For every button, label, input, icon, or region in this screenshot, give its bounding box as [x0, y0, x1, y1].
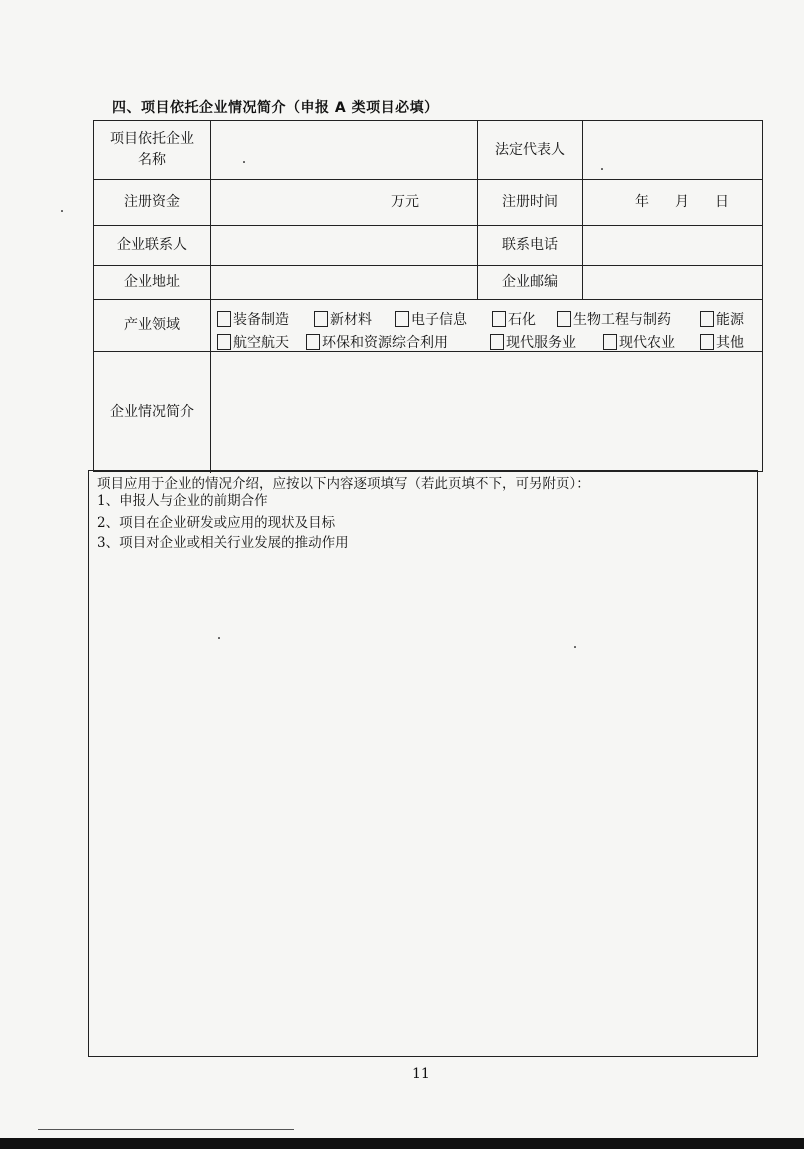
reg-time-label: 注册时间	[502, 194, 558, 210]
checkbox-icon	[217, 334, 231, 350]
checkbox-icon	[306, 334, 320, 350]
contact-field[interactable]	[211, 226, 477, 265]
reg-time-field[interactable]	[583, 180, 762, 225]
intro-field[interactable]	[211, 352, 762, 473]
enterprise-info-table	[93, 120, 763, 472]
option-other[interactable]: 其他	[700, 332, 744, 352]
checkbox-icon	[700, 311, 714, 327]
checkbox-icon	[395, 311, 409, 327]
checkbox-icon	[492, 311, 506, 327]
scan-speck	[61, 210, 63, 212]
date-day: 日	[715, 194, 729, 210]
industry-label: 产业领域	[124, 317, 180, 333]
reg-capital-label: 注册资金	[124, 194, 180, 210]
contact-label: 企业联系人	[117, 237, 187, 253]
option-environment[interactable]: 环保和资源综合利用	[306, 332, 448, 352]
option-biotech[interactable]: 生物工程与制药	[557, 309, 671, 329]
postcode-field[interactable]	[583, 266, 762, 299]
option-electronics[interactable]: 电子信息	[395, 309, 467, 329]
option-modern-agri[interactable]: 现代农业	[603, 332, 675, 352]
option-aerospace[interactable]: 航空航天	[217, 332, 289, 352]
intro-label: 企业情况简介	[110, 404, 194, 420]
address-field[interactable]	[211, 266, 477, 299]
section-title: 四、项目依托企业情况简介（申报 A 类项目必填）	[112, 100, 439, 116]
date-year: 年	[635, 194, 649, 210]
instructions-item-2: 2、项目在企业研发或应用的现状及目标	[97, 515, 336, 531]
date-month: 月	[675, 194, 689, 210]
legal-rep-label: 法定代表人	[495, 141, 565, 158]
scan-speck	[574, 646, 576, 648]
instructions-item-1: 1、申报人与企业的前期合作	[97, 493, 268, 509]
option-modern-service[interactable]: 现代服务业	[490, 332, 576, 352]
checkbox-icon	[314, 311, 328, 327]
checkbox-icon	[490, 334, 504, 350]
instructions-item-3: 3、项目对企业或相关行业发展的推动作用	[97, 535, 349, 551]
address-label: 企业地址	[124, 274, 180, 290]
option-energy[interactable]: 能源	[700, 309, 744, 329]
page-number: 11	[412, 1066, 430, 1082]
legal-rep-field[interactable]	[583, 121, 762, 179]
scan-edge	[0, 1138, 804, 1149]
option-new-materials[interactable]: 新材料	[314, 309, 372, 329]
phone-label: 联系电话	[502, 237, 558, 253]
scan-speck	[218, 637, 220, 639]
scan-speck	[601, 168, 603, 170]
instructions-heading: 项目应用于企业的情况介绍，应按以下内容逐项填写（若此页填不下，可另附页）：	[97, 476, 590, 492]
application-description-box[interactable]	[88, 470, 758, 1057]
company-name-label: 项目依托企业名称	[110, 131, 194, 168]
phone-field[interactable]	[583, 226, 762, 265]
checkbox-icon	[700, 334, 714, 350]
company-name-field[interactable]	[211, 121, 477, 179]
option-petrochem[interactable]: 石化	[492, 309, 536, 329]
checkbox-icon	[217, 311, 231, 327]
footer-rule	[38, 1129, 294, 1130]
option-equipment[interactable]: 装备制造	[217, 309, 289, 329]
checkbox-icon	[603, 334, 617, 350]
reg-capital-field[interactable]	[211, 180, 477, 225]
reg-capital-unit: 万元	[391, 194, 419, 210]
postcode-label: 企业邮编	[502, 274, 558, 290]
scan-speck	[243, 161, 245, 163]
checkbox-icon	[557, 311, 571, 327]
